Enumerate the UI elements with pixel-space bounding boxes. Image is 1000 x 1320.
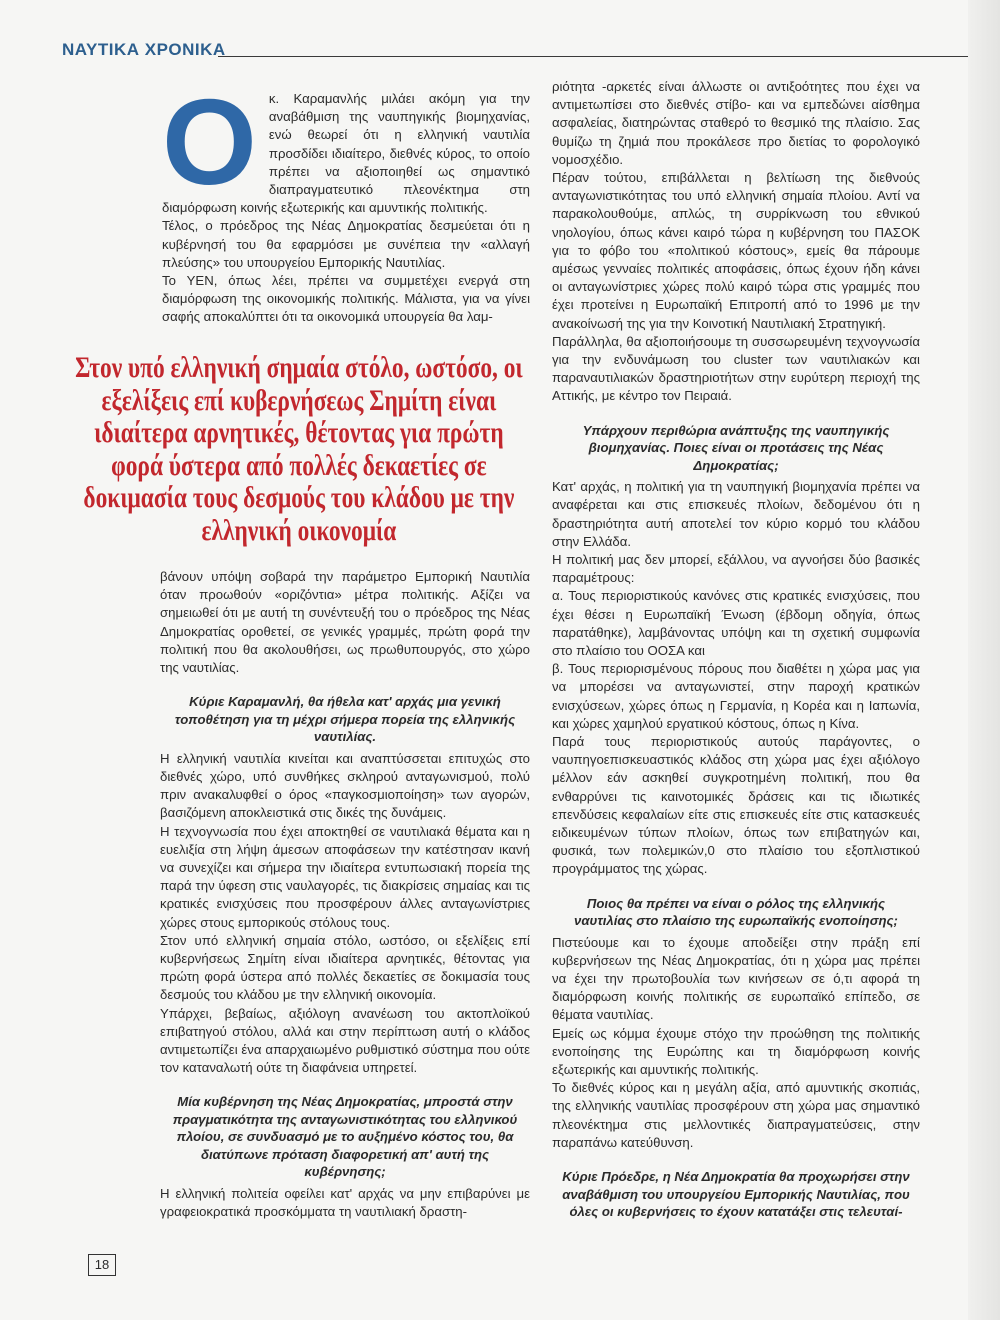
paragraph: Πέραν τούτου, επιβάλλεται η βελτίωση της διεθνούς ανταγωνιστικότητας του υπό ελληνική σημαία πλοίου. Αντί να παρακολουθούμε, απλώς, τη συρρίκνωση του εθνικού νηολογίου, όπως κάνει καιρό τώρα η κυβέρνηση του ΠΑΣΟΚ για το φόβο του «πολιτικού κόστους», εμείς θα πάρουμε αμέσως γενναίες πολιτικές αποφάσεις, όπως έχουν ήδη κάνει οι ανταγωνίστριες χώρες πολύ καιρό τώρα στις γραμμές που έχει προτείνει η Ευρωπαϊκή Επιτροπή από το 1996 με την ανακοίνωσή της για την Κοινοτική Ναυτιλιακή Στρατηγική. (552, 170, 920, 331)
interview-question: Μία κυβέρνηση της Νέας Δημοκρατίας, μπροστά στην πραγματικότητα της ανταγωνιστικότητας του ελληνικού πλοίου, σε συνδυασμό με το αυξημένο κόστος του, θα διατύπωνε πρόταση διαφορετική απ' αυτή της κυβέρνησης; (172, 1094, 518, 1180)
interview-question: Ποιος θα πρέπει να είναι ο ρόλος της ελληνικής ναυτιλίας στο πλαίσιο της ευρωπαϊκής ενοποίησης; (574, 895, 898, 929)
paragraph: Η πολιτική μας δεν μπορεί, εξάλλου, να αγνοήσει δύο βασικές παραμέτρους: (552, 551, 920, 586)
paragraph: Παρά τους περιοριστικούς αυτούς παράγοντες, ο ναυπηγοεπισκευαστικός κλάδος στη χώρα μας έχει αξιόλογο μέλλον εάν ασκηθεί συγκροτημένη πολιτική, που θα ενθαρρύνει τις καινοτομικές δράσεις και τις ιδιωτικές επενδύσεις κεφαλαίων είτε στις επισκευές είτε στις κατασκευές ειδικευμένων τύπων πλοίων, όπως των επιβατηγών και, φυσικά, των πολεμικών,0 στο πλαίσιο του εξοπλιστικού προγράμματος της χώρας. (552, 734, 920, 877)
paragraph: Υπάρχει, βεβαίως, αξιόλογη ανανέωση του ακτοπλοϊκού επιβατηγού στόλου, αλλά και στην περίπτωση αυτή ο κλάδος αντιμετωπίζει ένα απαρχαιωμένο ρυθμιστικό σύστημα που ούτε τον καταναλωτή ούτε τη διαφάνεια υπηρετεί. (160, 1005, 530, 1076)
paragraph: Η ελληνική πολιτεία οφείλει κατ' αρχάς να μην επιβαρύνει με γραφειοκρατικά προσκόμματα τη ναυτιλιακή δραστη- (160, 1185, 530, 1220)
interview-question: Κύριε Πρόεδρε, η Νέα Δημοκρατία θα προχωρήσει στην αναβάθμιση του υπουργείου Εμπορικής Ναυτιλίας, που όλες οι κυβερνήσεις το έχουν κατατάξει στις τελευταί- (562, 1169, 910, 1220)
page-number: 18 (88, 1254, 116, 1276)
paragraph: Η ελληνική ναυτιλία κινείται και αναπτύσσεται επιτυχώς στο διεθνές χώρο, υπό συνθήκες σκληρού ανταγωνισμού, πολύ πριν ανακαλυφθεί ο όρος «παγκοσμιοποίηση» των αγορών, βασιζόμενη αποκλειστικά στις δικές της δυνάμεις. (160, 750, 530, 821)
paragraph: Εμείς ως κόμμα έχουμε στόχο την προώθηση της πολιτικής ενοποίησης της Ευρώπης και τη διαμόρφωση κοινής εξωτερικής και αμυντικής πολιτικής. (552, 1025, 920, 1078)
paragraph: κ. Καραμανλής μιλάει ακόμη για την αναβάθμιση της ναυπηγικής βιομηχανίας, ενώ θεωρεί ότι η ελληνική ναυτιλία προσδίδει ιδιαίτερο, διεθνές κύρος, το οποίο πρέπει να αξιοποιηθεί ως σημαντικό διαπραγματευτικό πλεονέκτημα στη διαμόρφωση κοινής εξωτερικής και αμυντικής πολιτικής. (162, 91, 530, 216)
interview-question: Υπάρχουν περιθώρια ανάπτυξης της ναυπηγικής βιομηχανίας. Ποιες είναι οι προτάσεις της Νέας Δημοκρατίας; (582, 422, 890, 473)
interview-question: Κύριε Καραμανλή, θα ήθελα κατ' αρχάς μια γενική τοποθέτηση για τη μέχρι σήμερα πορεία της ελληνικής ναυτιλίας. (174, 694, 516, 745)
paragraph: Πιστεύουμε και το έχουμε αποδείξει στην πράξη επί κυβερνήσεων της Νέας Δημοκρατίας, ότι η χώρα μας πρέπει να έχει την πρωτοβουλία των κινήσεων σε ό,τι αφορά τη διαμόρφωση κοινής πολιτικής σε ευρωπαϊκό επίπεδο, σε θέματα ναυτιλίας. (552, 934, 920, 1023)
paragraph: Το ΥΕΝ, όπως λέει, πρέπει να συμμετέχει ενεργά στη διαμόρφωση της οικονομικής πολιτικής. Μάλιστα, για να γίνει σαφής αποκαλύπτει ότι τα οικονομικά υπουργεία θα λαμ- (162, 273, 530, 325)
paragraph: Κατ' αρχάς, η πολιτική για τη ναυπηγική βιομηχανία πρέπει να αναφέρεται και στις επισκευές πλοίων, δεδομένου ότι η δραστηριότητα αυτή αποτελεί τον κύριο κορμό του κλάδου στην Ελλάδα. (552, 479, 920, 549)
magazine-title: ΝΑΥΤΙΚΑ ΧΡΟΝΙΚΑ (62, 40, 226, 59)
header-rule (218, 56, 988, 57)
paragraph: Η τεχνογνωσία που έχει αποκτηθεί σε ναυτιλιακά θέματα και η ευελιξία στη λήψη άμεσων αποφάσεων την κατέστησαν ικανή να συνεχίζει και σήμερα την ιδιαίτερα εντυπωσιακή πορεία της παρά την ύφεση στις ναυλαγορές, τις διακρίσεις σημαίας και τις κρατικές ενισχύσεις που προσφέρουν άλλες ανταγωνίστριες χώρες στους εμπορικούς στόλους τους. (160, 823, 530, 930)
paragraph: α. Τους περιοριστικούς κανόνες στις κρατικές ενισχύσεις, που έχει θέσει η Ευρωπαϊκή Ένωση (έβδομη οδηγία, όπως παρατάθηκε), λαμβάνοντας υπόψη και τη σχετική συμφωνία στο πλαίσιο του ΟΟΣΑ και (552, 588, 920, 658)
article-column-right (552, 78, 920, 1225)
paragraph: β. Τους περιορισμένους πόρους που διαθέτει η χώρα μας για να μπορέσει να ανταγωνιστεί, στην παροχή κρατικών ενισχύσεων, χώρες όπως η Γερμανία, η Κορέα και η Ιαπωνία, και χώρες χαμηλού εργατικού κόστους, όπως η Κίνα. (552, 661, 920, 731)
paragraph: ριότητα -αρκετές είναι άλλωστε οι αντιξοότητες που έχει να αντιμετωπίσει στο διεθνές στίβο- και να εμπεδώνει αίσθημα ασφαλείας, διατηρώντας σταθερό το θεσμικό της πλαίσιο. Σας θυμίζω τη ζημιά που προκάλεσε προ διετίας το φορολογικό νομοσχέδιο. (552, 79, 920, 167)
paragraph: Στον υπό ελληνική σημαία στόλο, ωστόσο, οι εξελίξεις επί κυβερνήσεως Σημίτη είναι ιδιαίτερα αρνητικές, θέτοντας για πρώτη φορά ύστερα από πολλές δεκαετίες σε δοκιμασία τους δεσμούς του κλάδου με την ελληνική οικονομία. (160, 932, 530, 1003)
scan-edge (968, 0, 1000, 1320)
paragraph: Παράλληλα, θα αξιοποιήσουμε τη συσσωρευμένη τεχνογνωσία για την ενδυνάμωση του cluster των ναυτιλιακών και παραναυτιλιακών δραστηριοτήτων στην ευρύτερη περιοχή της Αττικής, με κέντρο τον Πειραιά. (552, 333, 920, 404)
paragraph: βάνουν υπόψη σοβαρά την παράμετρο Εμπορική Ναυτιλία όταν προωθούν «οριζόντια» μέτρα πολιτικής. Αξίζει να σημειωθεί ότι με αυτή τη συνέντευξή του ο πρόεδρος της Νέας Δημοκρατίας οροθετεί, σε γενικές γραμμές, πρώτη φορά την πολιτική που θα ακολουθήσει, ως πρωθυπουργός, στο χώρο της ναυτιλίας. (160, 569, 530, 676)
article-column-left-top (162, 74, 530, 327)
article-column-left-bottom (160, 568, 530, 1221)
drop-cap: Ο (162, 74, 257, 210)
pull-quote: Στον υπό ελληνική σημαία στόλο, ωστόσο, οι εξελίξεις επί κυβερνήσεως Σημίτη είναι ιδιαίτερα αρνητικές, θέτοντας για πρώτη φορά ύστερα από πολλές δεκαετίες σε δοκιμασία τους δεσμούς του κλάδου με την ελληνική οικονομία (75, 351, 523, 547)
paragraph: Τέλος, ο πρόεδρος της Νέας Δημοκρατίας δεσμεύεται ότι η κυβέρνησή του θα εφαρμόσει με συνέπεια την «αλλαγή πλεύσης» του υπουργείου Εμπορικής Ναυτιλίας. (162, 218, 530, 270)
paragraph: Το διεθνές κύρος και η μεγάλη αξία, από αμυντικής σκοπιάς, της ελληνικής ναυτιλίας προσφέρουν στη χώρα μας σημαντικό πλεονέκτημα στις μελλοντικές διαπραγματεύσεις, στην παραπάνω κατεύθυνση. (552, 1080, 920, 1150)
